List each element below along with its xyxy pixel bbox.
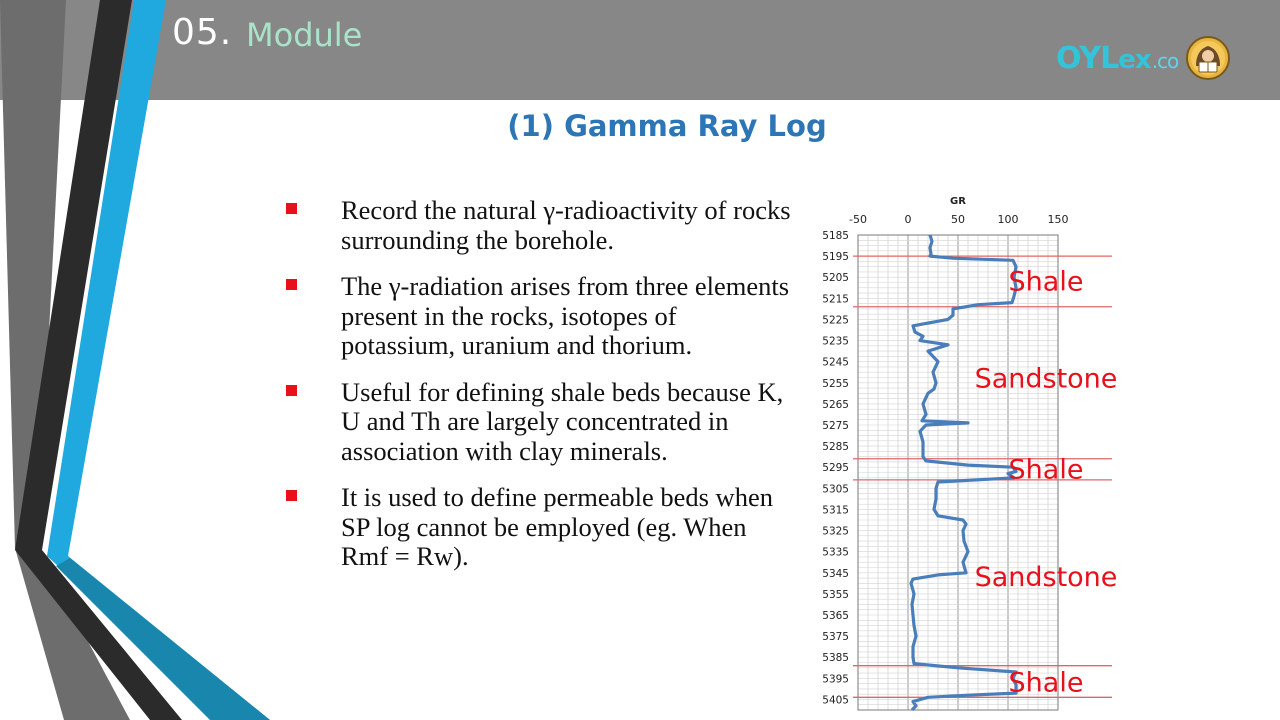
zone-label: Sandstone [974, 363, 1118, 395]
y-tick-label: 5305 [822, 483, 849, 496]
bullet-square-icon [286, 490, 297, 501]
bullet-text: It is used to define permeable beds when SP log cannot be employed (eg. When Rmf = Rw). [341, 482, 773, 571]
y-tick-label: 5215 [822, 293, 849, 306]
y-tick-label: 5225 [822, 314, 849, 327]
y-tick-label: 5245 [822, 356, 849, 369]
bullet-text: Record the natural γ-radioactivity of rocks surrounding the borehole. [341, 195, 791, 255]
bullet-item [286, 378, 796, 467]
x-tick-label: 0 [904, 213, 912, 226]
bullet-text: The γ-radiation arises from three elements present in the rocks, isotopes of potassium, uranium and thorium. [341, 271, 790, 360]
logo-text-main: OYL [1056, 40, 1119, 76]
zone-label: Shale [1008, 454, 1084, 486]
y-tick-label: 5265 [822, 398, 849, 411]
section-number: 05. [172, 12, 233, 53]
bullet-square-icon [286, 385, 297, 396]
bullet-item [286, 196, 796, 255]
section-title: Module [246, 16, 363, 54]
bullet-list [286, 196, 796, 589]
y-tick-label: 5295 [822, 462, 849, 475]
y-tick-label: 5275 [822, 420, 849, 432]
side-decoration [0, 0, 300, 720]
zone-label: Sandstone [974, 562, 1118, 593]
bullet-text: Useful for defining shale beds because K, U and Th are largely concentrated in association with clay minerals. [341, 376, 784, 466]
bullet-square-icon [286, 203, 297, 214]
y-tick-label: 5255 [822, 377, 849, 390]
logo-wordmark [1056, 41, 1178, 76]
y-tick-label: 5235 [822, 335, 849, 348]
reading-person-icon [1186, 36, 1230, 80]
logo-text-suffix: .co [1151, 48, 1179, 73]
y-tick-label: 5355 [822, 588, 849, 601]
x-tick-label: -50 [849, 213, 867, 226]
logo-text-mid: ex [1118, 44, 1151, 75]
brand-logo[interactable] [1056, 36, 1230, 80]
y-tick-label: 5205 [822, 272, 849, 285]
zone-label: Shale [1008, 266, 1084, 298]
y-tick-label: 5405 [822, 694, 849, 707]
x-tick-label: 50 [951, 213, 965, 226]
y-tick-label: 5285 [822, 441, 849, 454]
y-tick-label: 5385 [822, 652, 849, 665]
x-tick-label: 150 [1047, 213, 1069, 226]
bullet-item [286, 483, 796, 572]
y-tick-label: 5345 [822, 567, 849, 580]
y-tick-label: 5195 [822, 251, 849, 264]
y-tick-label: 5185 [822, 230, 849, 242]
bullet-square-icon [286, 279, 297, 290]
bullet-item [286, 272, 796, 361]
y-tick-label: 5335 [822, 546, 849, 559]
y-tick-label: 5325 [822, 525, 849, 538]
zone-label: Shale [1008, 667, 1084, 699]
y-tick-label: 5365 [822, 610, 849, 622]
y-tick-label: 5375 [822, 631, 849, 644]
chart-title: GR [950, 196, 966, 207]
x-tick-label: 100 [997, 213, 1019, 226]
y-tick-label: 5395 [822, 673, 849, 686]
gamma-ray-log-chart [805, 190, 1125, 716]
y-tick-label: 5315 [822, 504, 849, 517]
slide-title: (1) Gamma Ray Log [507, 109, 827, 143]
